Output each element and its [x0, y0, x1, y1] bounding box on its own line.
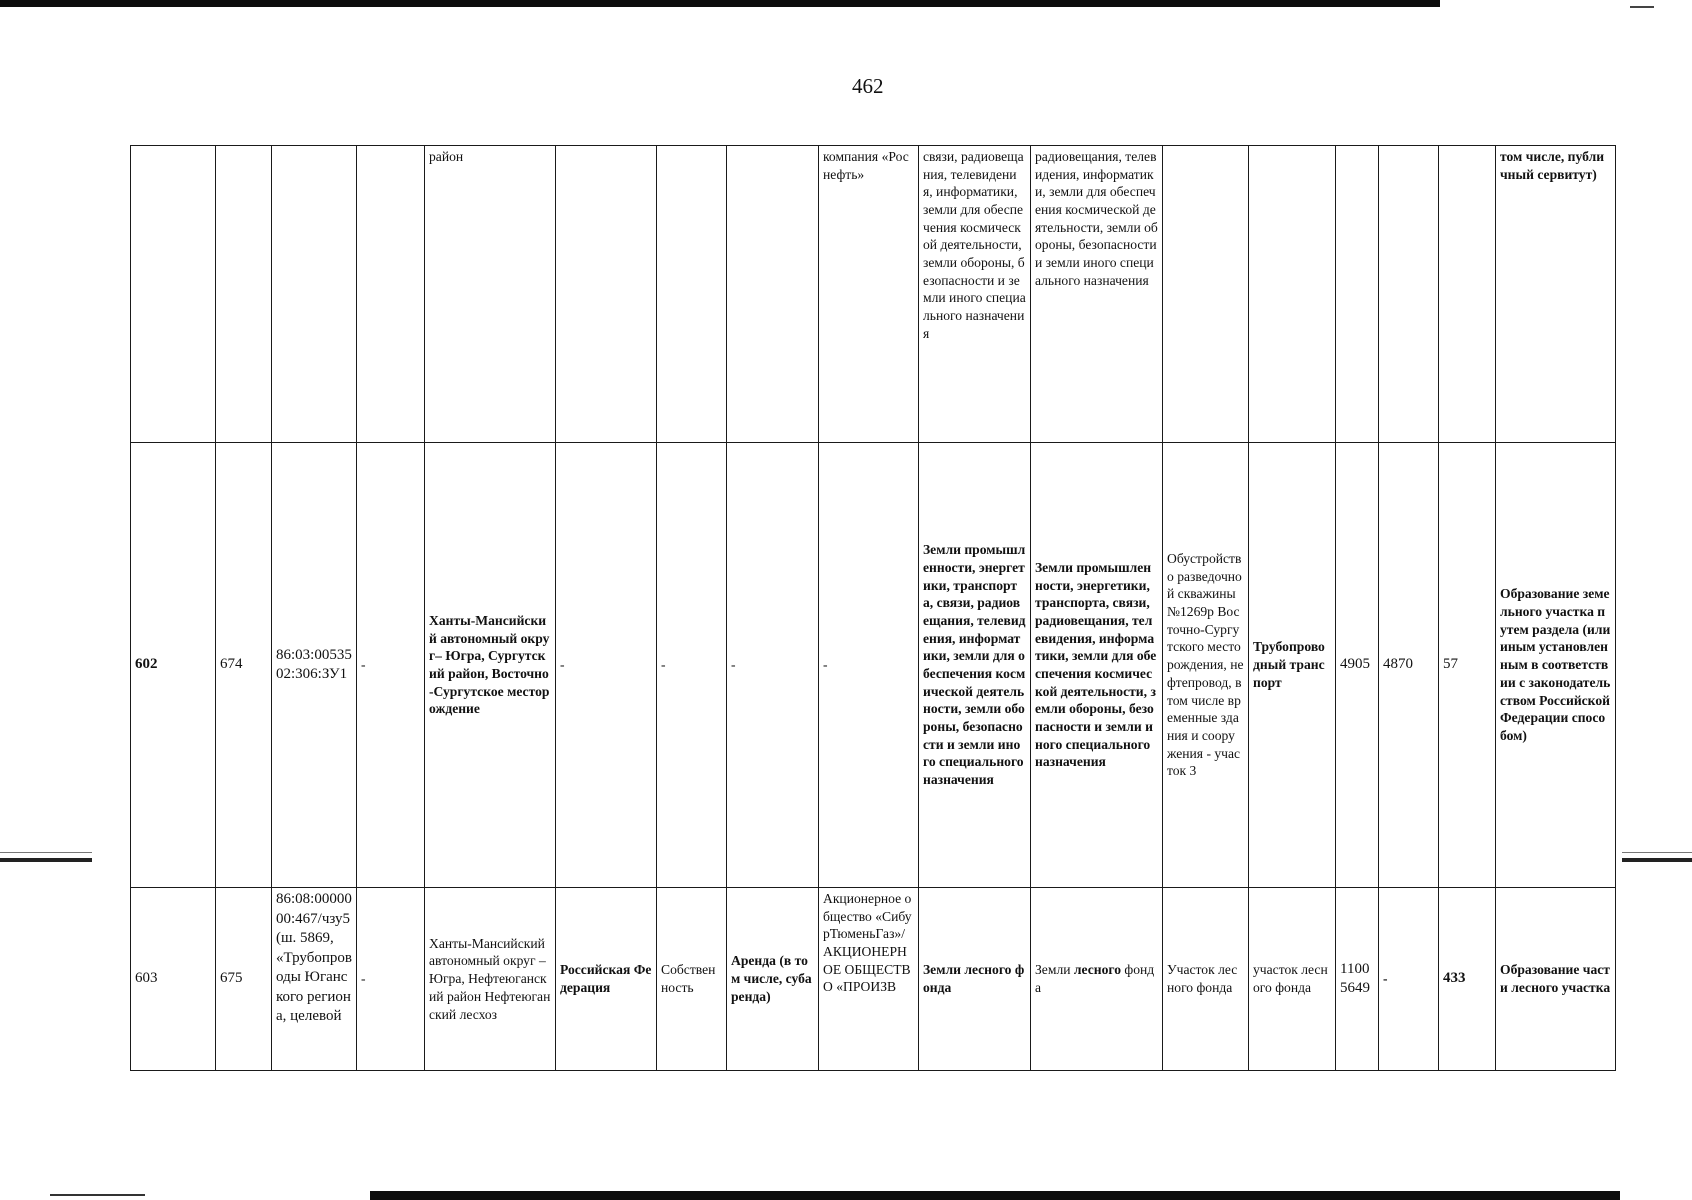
scan-mark-right [1622, 858, 1692, 862]
table-row [131, 888, 1616, 1071]
table-row [131, 443, 1616, 888]
table-row [131, 146, 1616, 443]
cell-cadastral-number: 86:08:0000000:467/чзу5 (ш. 5869, «Трубопроводы Юганского региона, целевой [272, 888, 357, 1071]
cell-row-number: 603 [131, 888, 216, 1071]
cell-permitted-use [1163, 146, 1249, 443]
scan-edge-top [0, 0, 1440, 7]
cell-area-part: 433 [1439, 888, 1496, 1071]
cell-method: Образование части лесного участка [1496, 888, 1616, 1071]
scan-mark-right-thin [1622, 852, 1692, 853]
scan-edge-bottom [370, 1191, 1620, 1200]
cell-encumbrance: - [727, 443, 819, 888]
cell-land-category: связи, радиовещания, телевидения, информатики, земли для обеспечения космической деятельности, земли обороны, безопасности и земли иного специального назначения [919, 146, 1031, 443]
cell-area-part: 57 [1439, 443, 1496, 888]
cell-area-part [1439, 146, 1496, 443]
cell-right-type [657, 146, 727, 443]
cell-right-type: - [657, 443, 727, 888]
cell-area-new: - [1379, 888, 1439, 1071]
cell-method: Образование земельного участка путем раздела (или иным установленным в соответствии с законодательством Российской Федерации способом) [1496, 443, 1616, 888]
cell-permitted-use-new: Трубопроводный транспорт [1249, 443, 1336, 888]
cell-land-category-new [1031, 888, 1163, 1071]
cell-land-category: Земли промышленности, энергетики, транспорта, связи, радиовещания, телевидения, информатики, земли для обеспечения космической деятельности, земли обороны, безопасности и земли иного специального назначения [919, 443, 1031, 888]
cell-permitted-use-new: участок лесного фонда [1249, 888, 1336, 1071]
cell-index: 675 [216, 888, 272, 1071]
scan-mark-left-thin [0, 852, 92, 853]
cell-address: район [425, 146, 556, 443]
cell-encumbrance [727, 146, 819, 443]
cell-encumbrance: Аренда (в том числе, субаренда) [727, 888, 819, 1071]
cell-index [216, 146, 272, 443]
cell-right-type: Собственность [657, 888, 727, 1071]
scan-mark-top-right [1630, 6, 1654, 8]
register-table [130, 145, 1616, 1071]
cell-cadastral-number [272, 146, 357, 443]
cell-method: том числе, публичный сервитут) [1496, 146, 1616, 443]
cell-cadastral-number: 86:03:0053502:306:ЗУ1 [272, 443, 357, 888]
cell-holder: - [819, 443, 919, 888]
cell-row-number: 602 [131, 443, 216, 888]
cell-area-existing [1336, 146, 1379, 443]
cell-holder: Акционерное общество «СибурТюменьГаз»/ АКЦИОНЕРНОЕ ОБЩЕСТВО «ПРОИЗВ [819, 888, 919, 1071]
cell-text-part-bold: лесного [1073, 962, 1122, 978]
cell-area-existing: 4905 [1336, 443, 1379, 888]
cell-dash: - [357, 443, 425, 888]
cell-holder: компания «Роснефть» [819, 146, 919, 443]
cell-address: Ханты-Мансийский автономный округ – Югра, Нефтеюганский район Нефтеюганский лесхоз [425, 888, 556, 1071]
cell-land-category-new: Земли промышленности, энергетики, транспорта, связи, радиовещания, телевидения, информатики, земли для обеспечения космической деятельности, земли обороны, безопасности и земли иного специального назначения [1031, 443, 1163, 888]
cell-permitted-use: Участок лесного фонда [1163, 888, 1249, 1071]
cell-dash: - [357, 888, 425, 1071]
cell-dash [357, 146, 425, 443]
cell-permitted-use-new [1249, 146, 1336, 443]
cell-area-new: 4870 [1379, 443, 1439, 888]
cell-owner [556, 146, 657, 443]
cell-text-part: Земли [1035, 962, 1074, 978]
cell-index: 674 [216, 443, 272, 888]
scan-mark-left [0, 858, 92, 862]
cell-area-new [1379, 146, 1439, 443]
cell-owner: Российская Федерация [556, 888, 657, 1071]
cell-text-part: фонда [1035, 962, 1155, 995]
cell-owner: - [556, 443, 657, 888]
cell-land-category-new: радиовещания, телевидения, информатики, земли для обеспечения космической деятельности, земли обороны, безопасности и земли иного специального назначения [1031, 146, 1163, 443]
cell-land-category: Земли лесного фонда [919, 888, 1031, 1071]
cell-row-number [131, 146, 216, 443]
scan-mark-bottom-left [50, 1194, 145, 1196]
cell-address: Ханты-Мансийский автономный округ– Югра, Сургутский район, Восточно-Сургутское месторождение [425, 443, 556, 888]
cell-area-existing: 11005649 [1336, 888, 1379, 1071]
cell-permitted-use: Обустройство разведочной скважины №1269р Восточно-Сургутского месторождения, нефтепровод, в том числе временные здания и сооружения - участок 3 [1163, 443, 1249, 888]
page-number: 462 [852, 74, 884, 98]
